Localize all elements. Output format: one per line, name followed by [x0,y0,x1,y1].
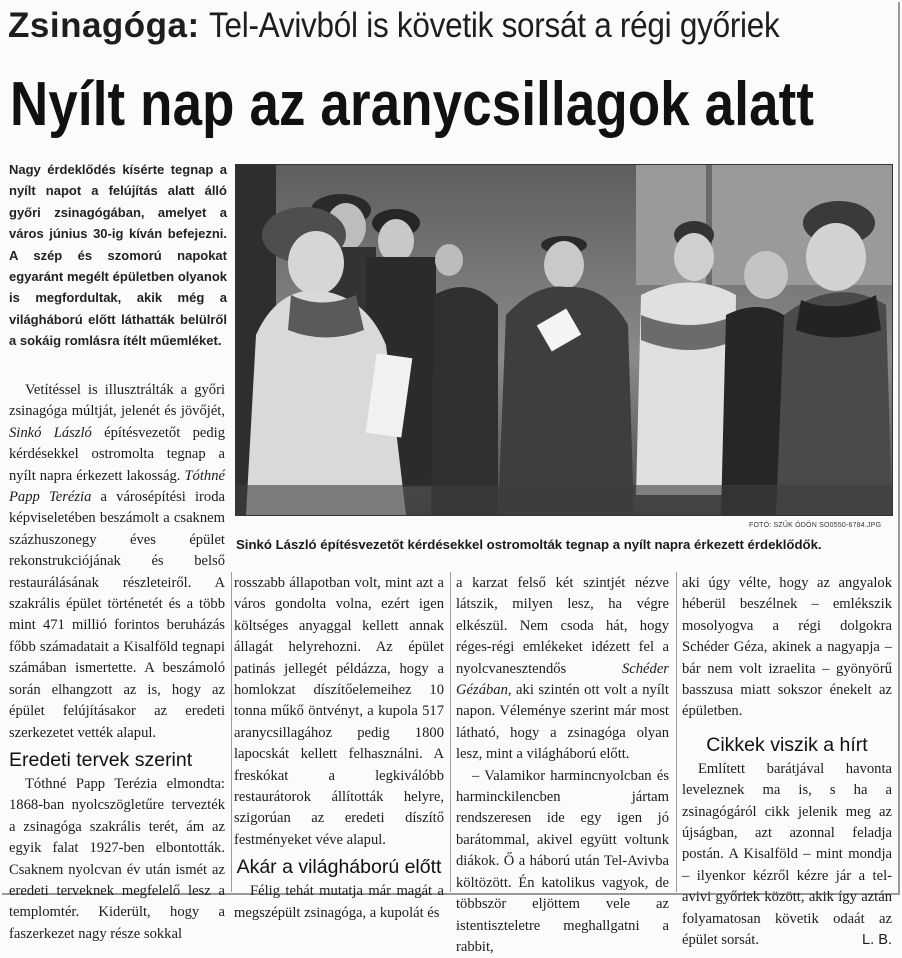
photo-illustration [236,165,892,515]
text-run: építésvezetőt pedig kérdésekkel ostromolta tegnap a nyílt napra érkezett lakosság. [9,424,225,484]
subheading: Eredeti tervek szerint [9,748,193,771]
subheading: Cikkek viszik a hírt [706,733,868,756]
paragraph [9,380,225,744]
kicker [8,6,843,46]
article-photo [235,164,893,516]
text-run: Említett barátjával havonta leveleznek ma is, s ha a zsinagógáról cikk jelenik meg az újságban, azt azonnal feladja postán. A Kisalföld – mint mondja – ilyenkor kézről kézre jár a tel-avivi győriek között, akik így aztán folyamatosan követik odaát az épület sorsát. [682,760,892,949]
person-name: Tóthné Papp Terézia [9,467,225,506]
kicker-label: Zsinagóga: [8,6,200,45]
article-column-4 [682,573,892,952]
article-column-1 [9,380,225,945]
paragraph: Félig tehát mutatja már magát a megszépült zsinagóga, a kupolát és [234,883,444,921]
article-column-3 [456,573,669,958]
lead-paragraph: Nagy érdeklődés kísérte tegnap a nyílt napot a felújítás alatt álló győri zsinagógában, amelyet a város június 30-ig kíván befejezni. A szép és szomorú napokat egyaránt megélt épületben olyanok is megfordultak, akik még a világháború előtt láthatták belülről a sokáig romlásra ítélt műemléket. [9,162,227,349]
paragraph [682,759,892,952]
person-name: Sinkó László [9,424,92,441]
paragraph: aki úgy vélte, hogy az angyalok héberül beszélnek – emlékszik mosolyogva a régi dolgokra Schéder Géza, akinek a nagyapja – bár nem volt izraelita – gyönyörű basszusa miatt sokszor énekelt az épületben. [682,575,892,720]
column-rule [450,572,451,892]
kicker-text: Tel-Avivból is követik sorsát a régi győriek [209,6,780,45]
text-run: a városépítési iroda képviseletében beszámolt a csaknem százhuszonegy éves épület rekonstrukciójának és belső restaurálásának részleteiről. A szakrális épület történetét és a több mint 471 millió forintos beruházás főbb számadatait a Kisalföld tegnapi számában ismertette. A beszámoló során elhangzott az is, hogy az épület felújításakor az eredeti szerkezetet vették alapul. [9,489,225,741]
column-rule [231,572,232,892]
photo-caption: Sinkó László építésvezetőt kérdésekkel ostromolták tegnap a nyílt napra érkezett érdeklődők. [236,537,822,552]
text-run: Vetítéssel is illusztrálták a győri zsinagóga múltját, jelenét és jövőjét, [9,382,225,420]
photo-credit: FOTÓ: SZŰK ÖDÖN SO0550-6784.JPG [749,522,882,529]
person-name: Schéder Gézában, [456,660,669,699]
author-signature: L. B. [861,932,892,949]
paragraph: – Valamikor harmincnyolcban és harminckilencben jártam rendszeresen ide egy igen jó barátommal, akivel együtt voltunk diákok. Ő a háború után Tel-Avivba költözött. Én katolikus vagyok, de többször eljöttem vele az istentiszteletre meghallgatni a rabbit, [456,767,669,955]
paragraph [456,573,669,766]
subheading: Akár a világháború előtt [236,856,442,879]
text-run: aki szintén ott volt a nyílt napon. Véleménye szerint már most látható, hogy a zsinagóga olyan lesz, mint a világháború előtt. [456,682,669,763]
paragraph: Tóthné Papp Terézia elmondta: 1868-ban nyolcszögletűre tervezték a zsinagóga szakrális terét, ám az egyik falat 1927-ben elbontották. Csaknem nyolcvan év után ismét az eredeti terveknek megfelelő lesz a templomtér. Kiderült, hogy a faszerkezet nagy része sokkal [9,775,225,942]
article-column-2 [234,573,444,924]
paragraph: rosszabb állapotban volt, mint azt a város gondolta volna, ezért igen költséges anyaggal kellett annak állagát helyrehozni. Az épület patinás jellegét példázza, hogy a homlokzat díszítőelemeihez 10 tonna műkő öntvényt, a kupola 517 aranycsillagához pedig 1800 lapocskát kellett felhasználni. A freskókat a legkiválóbb restaurátorok állították helyre, szigorúan az eredeti díszítő festményeket véve alapul. [234,575,444,848]
text-run: a karzat felső két szintjét nézve látszik, milyen lesz, ha végre elkészül. Nem csoda hát, hogy réges-régi emlékeket idézett fel a nyolcvanesztendős [456,575,669,677]
column-rule [676,572,677,892]
headline: Nyílt nap az aranycsillagok alatt [10,70,815,139]
